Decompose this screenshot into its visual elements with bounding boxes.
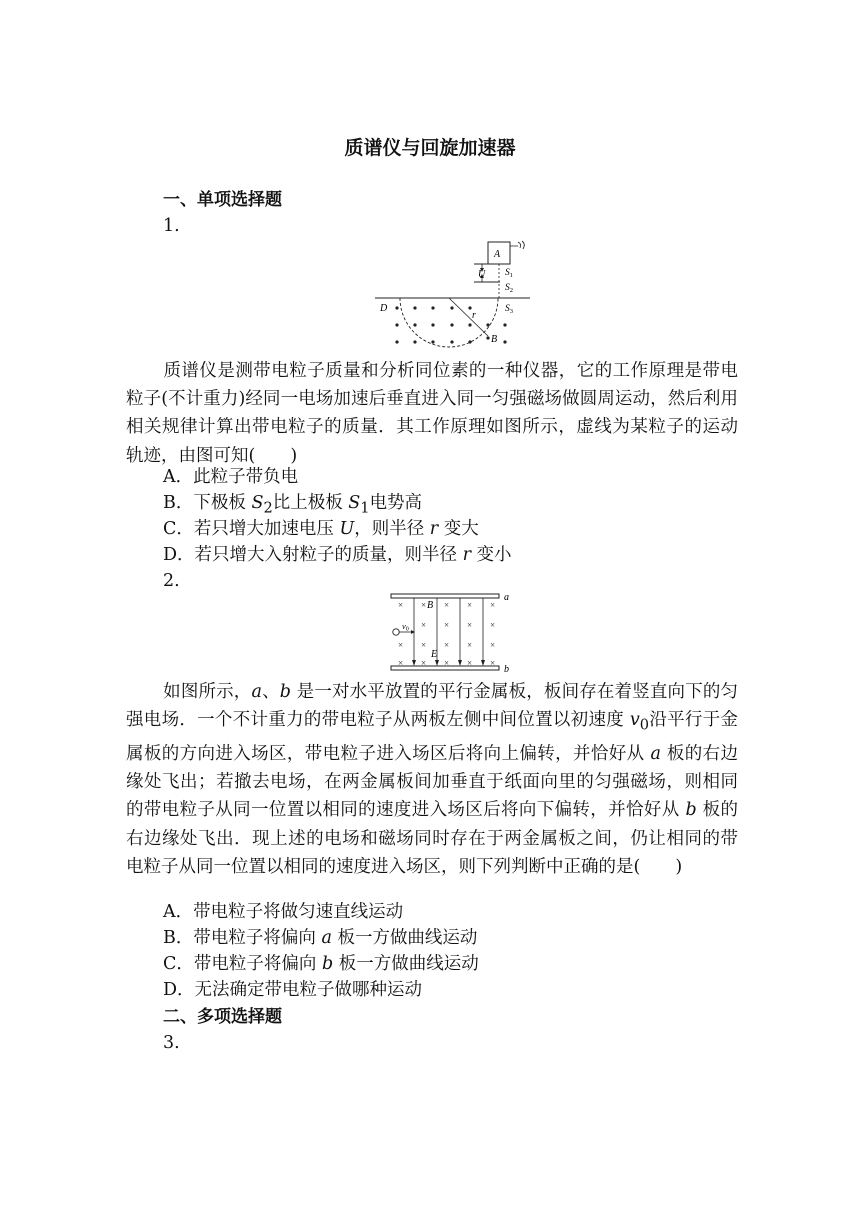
label-b: b (504, 664, 509, 675)
label-A: A (494, 249, 501, 260)
label-B-field: B (427, 600, 434, 611)
label-B: B (491, 334, 498, 345)
svg-text:×: × (490, 658, 496, 668)
q3-number: 3. (163, 1033, 180, 1053)
svg-text:×: × (467, 658, 473, 668)
section-multiple-choice: 二、多项选择题 (163, 1007, 282, 1027)
svg-text:×: × (421, 620, 427, 630)
magnetic-field-crosses (398, 600, 495, 668)
svg-text:×: × (398, 658, 404, 668)
label-a: a (504, 592, 509, 603)
svg-text:×: × (490, 640, 496, 650)
trajectory-dashed (400, 298, 498, 347)
svg-text:×: × (421, 640, 427, 650)
label-v0: v0 (402, 621, 409, 633)
q1-option-a[interactable]: A．此粒子带负电 (163, 467, 299, 487)
section-single-choice: 一、单项选择题 (163, 190, 282, 210)
svg-text:×: × (444, 658, 450, 668)
label-S1: $S_1$ (505, 268, 513, 279)
svg-text:×: × (467, 640, 473, 650)
q2-number: 2. (163, 571, 180, 591)
q1-number: 1. (163, 216, 180, 236)
q2-figure-parallel-plates (383, 590, 518, 675)
q1-option-d[interactable]: D．若只增大入射粒子的质量，则半径 r 变小 (163, 545, 512, 565)
page-title: 质谱仪与回旋加速器 (344, 137, 516, 159)
label-S2: $S_2$ (505, 283, 513, 294)
label-E-field: E (431, 649, 438, 660)
svg-text:×: × (467, 620, 473, 630)
svg-text:×: × (398, 640, 404, 650)
svg-text:×: × (490, 600, 496, 610)
q2-option-c[interactable]: C．带电粒子将偏向 b 板一方做曲线运动 (163, 954, 479, 974)
charged-particle (393, 629, 399, 635)
q2-option-a[interactable]: A．带电粒子将做匀速直线运动 (163, 902, 404, 922)
radius-line (449, 298, 488, 336)
label-D: D (380, 303, 388, 314)
q1-option-c[interactable]: C．若只增大加速电压 U，则半径 r 变大 (163, 519, 479, 539)
svg-text:×: × (421, 658, 427, 668)
svg-text:×: × (490, 620, 496, 630)
svg-text:×: × (444, 600, 450, 610)
q2-option-b[interactable]: B．带电粒子将偏向 a 板一方做曲线运动 (163, 928, 478, 948)
label-S3: $S_3$ (505, 304, 513, 315)
plate-a (391, 594, 499, 598)
q1-option-b[interactable]: B．下极板 $S_2$比上极板 $S_1$电势高 (163, 493, 423, 517)
svg-text:×: × (467, 600, 473, 610)
svg-text:×: × (444, 640, 450, 650)
q1-figure-mass-spectrometer (370, 238, 535, 353)
svg-text:×: × (398, 600, 404, 610)
source-tube-icon (510, 241, 524, 249)
svg-text:×: × (421, 600, 427, 610)
label-U: U (478, 269, 486, 280)
q2-stem: 如图所示，a、b 是一对水平放置的平行金属板，板间存在着竖直向下的匀强电场．一个不计重力的带电粒子从两板左侧中间位置以初速度 $v_0$沿平行于金属板的方向进入场区，带电粒子进入场区后将向上偏转，并恰好从 a 板的右边缘处飞出；若撤去电场，在两金属板间加垂直于纸面向里的匀强磁场，则相同的带电粒子从同一位置以相同的速度进入场区后将向下偏转，并恰好从 b 板的右边缘处飞出．现上述的电场和磁场同时存在于两金属板之间，仍让相同的带电粒子从同一位置以相同的速度进入场区，则下列判断中正确的是( ) (126, 682, 739, 877)
svg-text:×: × (444, 620, 450, 630)
label-r: r (472, 310, 476, 321)
q2-option-d[interactable]: D．无法确定带电粒子做哪种运动 (163, 980, 423, 1000)
q1-stem: 质谱仪是测带电粒子质量和分析同位素的一种仪器，它的工作原理是带电粒子(不计重力)经同一电场加速后垂直进入同一匀强磁场做圆周运动，然后利用相关规律计算出带电粒子的质量．其工作原理如图所示，虚线为某粒子的运动轨迹，由图可知( ) (126, 361, 738, 466)
